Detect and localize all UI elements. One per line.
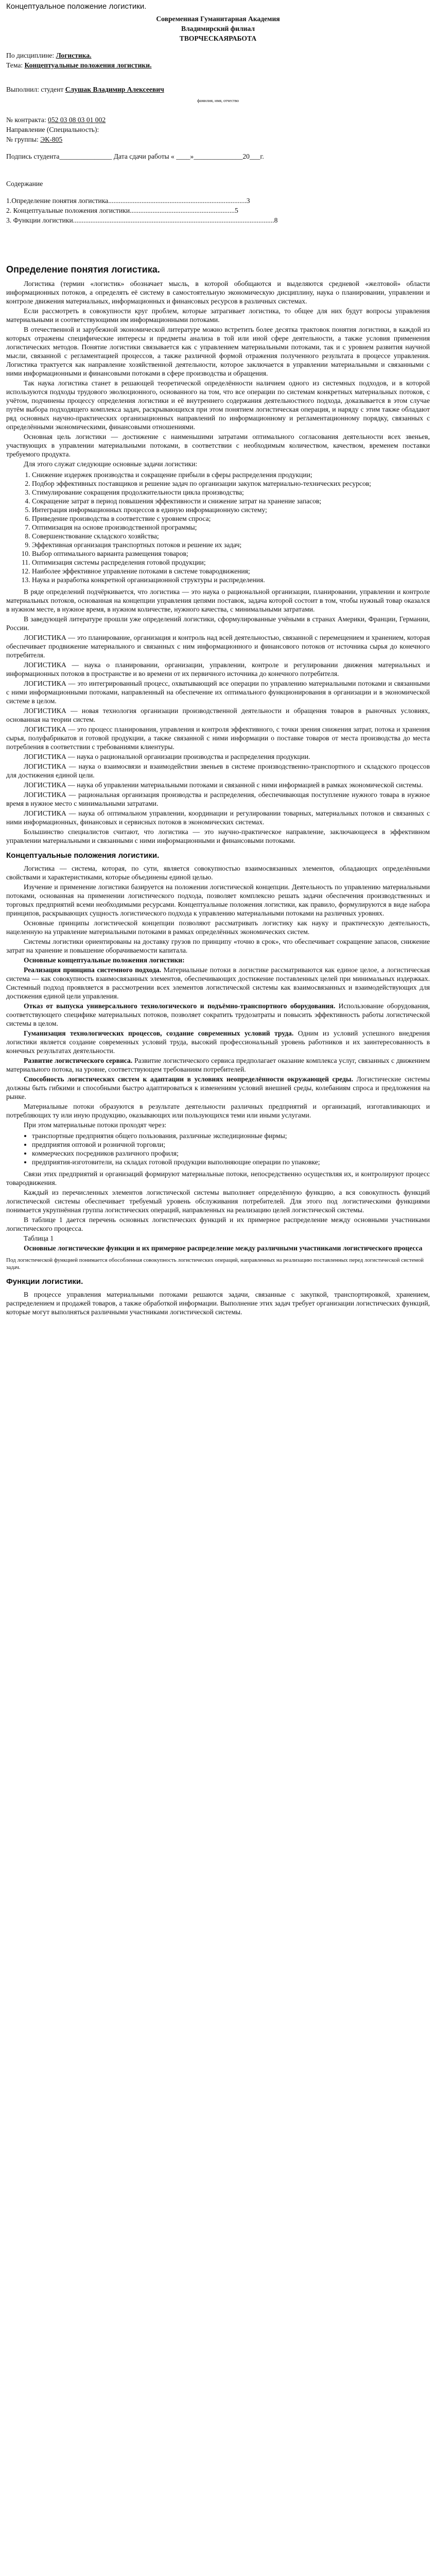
paragraph: Каждый из перечисленных элементов логистической системы выполняет определённую функцию, а вся совокупность функций логистической системы обеспечивает требуемый уровень обслуживания потребителей. Для этого под логистическими функциями понимается укрупнённая группа логистических операций, направленных на реализацию целей логистической системы. (6, 1189, 430, 1214)
list-intro: При этом материальные потоки проходят через: (24, 1121, 167, 1129)
paragraph: ЛОГИСТИКА — наука о взаимосвязи и взаимодействии звеньев в системе производственно-транспортного и складского процессов для достижения единой цели. (6, 762, 430, 779)
principle-label: Реализация принципа системного подхода. (24, 966, 162, 974)
participants-list (6, 1131, 430, 1166)
paragraph: В таблице 1 дается перечень основных логистических функций и их примерное распределение между основными участниками логистического процесса. (6, 1216, 430, 1232)
list-item: 7. Оптимизация на основе производственной программы; (32, 523, 430, 532)
discipline-line (6, 50, 430, 60)
list-item: 13. Наука и разработка конкретной организационной структуры и распределения. (32, 575, 430, 584)
list-item: 10. Выбор оптимального варианта размещения товаров; (32, 549, 430, 558)
principle-text: Одним из условий успешного внедрения логистики является создание современных условий труда, высокий профессиональный уровень работников и их заинтересованность в конечных результатах деятельности. (6, 1029, 430, 1055)
list-item: 8. Совершенствование складского хозяйства; (32, 532, 430, 540)
paragraph: Так наука логистика станет в решающей теоретической определённости наличием одного из системных подходов, и в которой используются подходы трудового эволюционного, основанного на том, что все операции по системам конкретных материальных потоков, с учётом, подчинены процессу определения логистики и её внутреннего содержания деятельностного подхода, доказывается в этом случае путём выбора подходящего комплекса задач, раскрывающихся при этом понятием логистическая операция, и наряду с этим также обладают ряд основных научно-практических организационных направлений по информационному и регламентационному порядку, связанных с определёнными экономическими, финансовыми отношениями. (6, 379, 430, 431)
topic-line (6, 60, 430, 70)
topic-value: Концептуальные положения логистики. (24, 61, 152, 69)
paragraph: Системы логистики ориентированы на доставку грузов по принципу «точно в срок», что обеспечивает сокращение запасов, снижение затрат на хранение и повышение оборачиваемости капитала. (6, 938, 430, 954)
paragraph: ЛОГИСТИКА — наука об управлении материальными потоками и связанной с ними информацией в рамках экономической системы. (24, 781, 423, 789)
toc-title: Содержание (6, 180, 43, 188)
list-item: 11. Оптимизация системы распределения готовой продукции; (32, 558, 430, 567)
principle (6, 1002, 430, 1028)
paragraph: В ряде определений подчёркивается, что логистика — это наука о рациональной организации, планировании, управлении и контроле материальных потоков, основанная на концепции управления цепями поставок, задача которой состоит в том, чтобы нужный товар оказался в нужном месте, в нужное время, в нужном количестве, нужного качества, с минимальными затратами. (6, 588, 430, 613)
section-title: Определение понятия логистика. (6, 264, 160, 275)
principle-text: Использование оборудования, соответствующего специфике материальных потоков, позволяет сократить трудозатраты и повысить эффективность работы логистической системы в целом. (6, 1002, 430, 1027)
list-item: 12. Наиболее эффективное управление потоками в системе товародвижения; (32, 567, 430, 575)
list-item: 2. Подбор эффективных поставщиков и решение задач по организации закупок материально-технических ресурсов; (32, 479, 430, 488)
paragraph: Если рассмотреть в совокупности круг проблем, которые затрагивает логистика, то общее для них будут вопросы управления материальными и соответствующими им информационными потоками. (6, 307, 430, 324)
list-item: 3. Стимулирование сокращения продолжительности цикла производства; (32, 488, 430, 497)
student-caption: фамилия, имя, отчество (197, 98, 239, 103)
list-item: 4. Сокращение затрат в период повышения эффективности и снижение затрат на хранение запасов; (32, 497, 430, 505)
group-label: № группы: (6, 135, 39, 143)
tasks-list (6, 470, 430, 584)
paragraph: Логистика (термин «логистик» обозначает мысль, в которой обобщаются и выделяются средневой «желтовой» области информационных потоков, а определять её систему в самостоятельную экономическую дисциплину, наука о планировании, управлении и контроле движения материальных, информационных и финансовых ресурсов в различных системах. (6, 280, 430, 305)
paragraph: ЛОГИСТИКА — это интегрированный процесс, охватывающий все операции по управлению материальными потоками и связанными с ними информационными потоками, направленный на обеспечение их оптимального функционирования в организации и в экономической системе в целом. (6, 680, 430, 705)
subsection-title: Основные концептуальные положения логистики: (24, 956, 185, 964)
section-title: Функции логистики. (6, 1277, 83, 1286)
paragraph: Связи этих предприятий и организаций формируют материальные потоки, непосредственно осуществляя их, и контролируют процесс товародвижения. (6, 1170, 430, 1187)
principle (6, 1029, 430, 1055)
paragraph: Логистика — система, которая, по сути, является совокупностью взаимосвязанных элементов, обладающих определёнными свойствами и характеристиками, которые объединены единой целью. (6, 865, 430, 881)
footnote: Под логистической функцией понимается обособленная совокупность логистических операций, направленных на реализацию поставленных перед логистической системой задач. (6, 1257, 424, 1270)
list-item: 6. Приведение производства в соответствие с уровнем спроса; (32, 514, 430, 523)
section-title: Концептуальные положения логистики. (6, 851, 160, 860)
contract-value: 052 03 08 03 01 002 (48, 116, 106, 124)
paragraph: ЛОГИСТИКА — наука о рациональной организации производства и распределения продукции. (24, 753, 310, 760)
topic-label: Тема: (6, 61, 23, 69)
paragraph: Основная цель логистики — достижение с наименьшими затратами оптимального согласования деятельности всех звеньев, участвующих в управлении материальными потоками, в соответствии с необходимым количеством, качеством, временем поставки требуемого продукта. (6, 433, 430, 458)
paragraph: ЛОГИСТИКА — это планирование, организация и контроль над всей деятельностью, связанной с перемещением и хранением, которая обеспечивает продвижение материального и связанных с ним информационного и финансового потоков от источника сырья до конечного потребителя. (6, 634, 430, 659)
table-note: Таблица 1 (24, 1234, 54, 1242)
paragraph: В отечественной и зарубежной экономической литературе можно встретить более десятка трактовок понятия логистики, в каждой из которых отражены специфические интересы и предметы анализа в той или иной сфере деятельности, а также условия применения логистических методов. Понятие логистики связывается как с управлением материальными потоками, так и с уровнем развития научной мысли, связанной с регламентацией процессов, а также различной формой отражения полученного результата в процессе управления. Логистика трактуется как направление хозяйственной деятельности, которое заключается в управлении материальными и связанными с ними информационными и финансовыми потоками в сфере производства и обращения. (6, 326, 430, 377)
work-type: ТВОРЧЕСКАЯРАБОТА (179, 35, 257, 42)
signature-line: Подпись студента_______________ Дата сдачи работы « ____»______________20___г. (6, 152, 264, 160)
paragraph: ЛОГИСТИКА — рациональная организация производства и распределения, обеспечивающая поступление нужного товара в нужное время в нужное место с минимальными затратами. (6, 791, 430, 807)
academy-name: Современная Гуманитарная Академия (156, 15, 280, 23)
paragraph: Большинство специалистов считают, что логистика — это научно-практическое направление, заключающееся в эффективном управлении материальными и связанными с ними информационными и финансовыми потоками. (6, 828, 430, 844)
list-item: 1. Снижение издержек производства и сокращение прибыли в сферы распределения продукции; (32, 470, 430, 479)
list-item: • предприятия оптовой и розничной торговли; (32, 1140, 430, 1149)
discipline-value: Логистика. (56, 52, 92, 59)
table-of-contents (6, 179, 430, 225)
principle (6, 1075, 430, 1101)
list-item: • транспортные предприятия общего пользования, различные экспедиционные фирмы; (32, 1131, 430, 1140)
principle-label: Отказ от выпуска универсального технологического и подъёмно-транспортного оборудования. (24, 1002, 336, 1010)
principle-text: Материальные потоки в логистике рассматриваются как единое целое, а логистическая система — как совокупность взаимосвязанных элементов, обеспечивающих достижение поставленных целей при минимальных издержках. Системный подход проявляется в рассмотрении всех элементов логистической системы как взаимосвязанных и взаимодействующих для достижения единой цели управления. (6, 966, 430, 1000)
toc-item[interactable]: 2. Концептуальные положения логистики............................................................5 (6, 207, 238, 214)
principle-label: Развитие логистического сервиса. (24, 1057, 133, 1064)
contract-line (6, 115, 430, 125)
toc-item[interactable]: 1.Определение понятия логистика...............................................................................3 (6, 197, 250, 205)
direction-line: Направление (Специальность): (6, 126, 99, 133)
table-caption: Основные логистические функции и их примерное распределение между различными участниками логистического процесса (24, 1244, 423, 1252)
principle-text: Развитие логистического сервиса предполагает оказание комплекса услуг, связанных с движением материального потока, на уровне, соответствующем требованиям потребителей. (6, 1057, 430, 1073)
principle (6, 1056, 430, 1074)
paragraph: ЛОГИСТИКА — наука о планировании, организации, управлении, контроле и регулировании движения материальных и информационных потоков в пространстве и во времени от их первичного источника до конечного потребителя. (6, 661, 430, 677)
paragraph: ЛОГИСТИКА — новая технология организации производственной деятельности и обращения товаров в рыночных условиях, основанная на теории систем. (6, 707, 430, 723)
list-intro: Для этого служат следующие основные задачи логистики: (24, 460, 198, 468)
paragraph: Основные принципы логистической концепции позволяют рассматривать логистику как науку и практическую деятельность, нацеленную на управление материальными потоками в рамках определённых экономических систем. (6, 919, 430, 936)
discipline-label: По дисциплине: (6, 52, 55, 59)
principle-text: Логистические системы должны быть гибкими и способными быстро адаптироваться к изменениям условий внешней среды, колебаниям спроса и предложения на рынке. (6, 1075, 430, 1100)
student-label: Выполнил: студент (6, 86, 64, 93)
title-page (6, 1, 430, 225)
student-line (6, 84, 430, 94)
contract-label: № контракта: (6, 116, 46, 124)
paragraph: Изучение и применение логистики базируется на положении логистической концепции. Деятельность по управлению материальными потоками, основанная на применении логистического подхода, позволяет комплексно решать задачи обеспечения производственных и торговых предприятий всеми необходимыми ресурсами. Концептуальные положения логистики, как правило, формулируются в виде набора принципов, раскрывающих сущность логистического подхода к управлению материальными потоками на различных уровнях. (6, 883, 430, 917)
principle (6, 965, 430, 1001)
list-item: 9. Эффективная организация транспортных потоков и решение их задач; (32, 540, 430, 549)
principle-label: Способность логистических систем к адаптации в условиях неопределённости окружающей среды. (24, 1075, 353, 1083)
paragraph: В заведующей литературе прошли уже определений логистики, сформулированные учёными в странах Америки, Франции, Германии, России. (6, 615, 430, 632)
list-item: • предприятия-изготовители, на складах готовой продукции выполняющие операции по упаковке; (32, 1158, 430, 1166)
toc-item[interactable]: 3. Функции логистики...................................................................................................................8 (6, 216, 278, 224)
document-heading: Концептуальное положение логистики. (6, 2, 147, 11)
principle-label: Гуманизация технологических процессов, создание современных условий труда. (24, 1029, 294, 1037)
paragraph: ЛОГИСТИКА — это процесс планирования, управления и контроля эффективного, с точки зрения снижения затрат, потока и хранения сырья, полуфабрикатов и готовой продукции, а также связанной с ними информации о поставке товаров от места производства до места потребления в соответствии с требованиями клиентуры. (6, 725, 430, 751)
student-value: Слушак Владимир Алексеевич (65, 86, 164, 93)
paragraph: Материальные потоки образуются в результате деятельности различных предприятий и организаций, изготавливающих и потребляющих ту или иную продукцию, оказывающих или пользующихся теми или иными услугами. (6, 1103, 430, 1119)
paragraph: В процессе управления материальными потоками решаются задачи, связанные с закупкой, транспортировкой, хранением, распределением и продажей товаров, а также обработкой информации. Выполнение этих задач требует организации логистических функций, которые могут выполняться различными участниками логистической системы. (6, 1291, 430, 1316)
group-value: ЭК-805 (40, 135, 63, 143)
list-item: • коммерческих посредников различного профиля; (32, 1149, 430, 1158)
paragraph: ЛОГИСТИКА — наука об оптимальном управлении, координации и регулировании товарных, материальных потоков и связанных с ними информационных, финансовых и сервисных потоков в экономических системах. (6, 809, 430, 826)
main-content (6, 260, 430, 1317)
branch-name: Владимирский филиал (181, 25, 255, 32)
group-line (6, 134, 430, 144)
list-item: 5. Интеграция информационных процессов в единую информационную систему; (32, 505, 430, 514)
